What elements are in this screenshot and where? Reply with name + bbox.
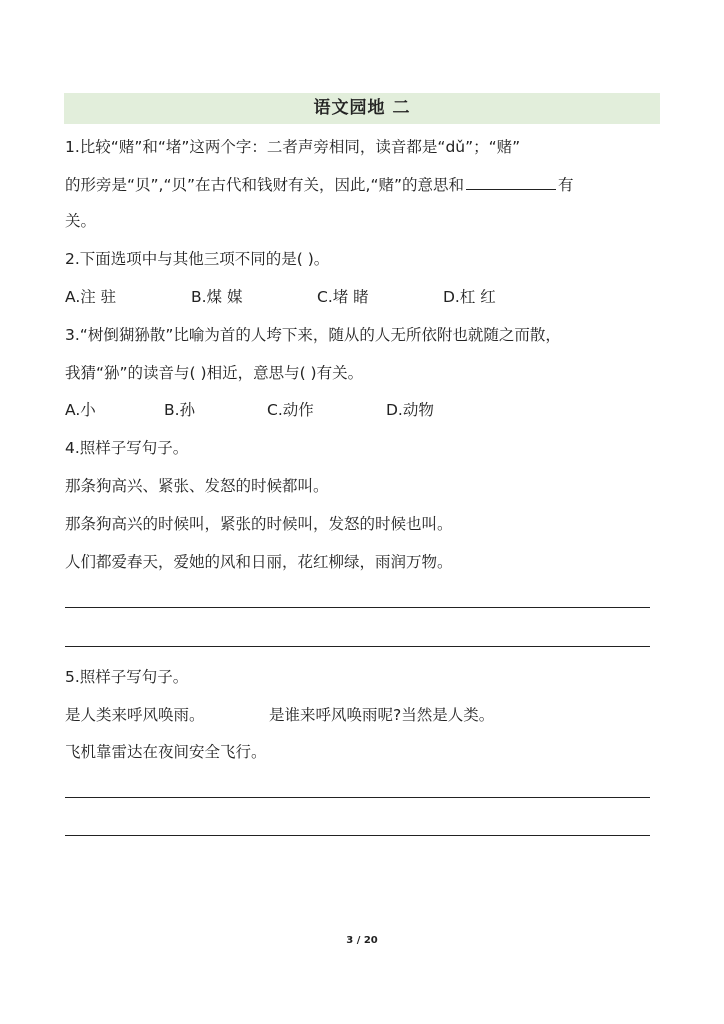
q3-option-d: D.动物: [386, 401, 434, 419]
q5-example-b: 是谁来呼风唤雨呢?当然是人类。: [269, 706, 495, 724]
q5-answer-line-1[interactable]: [65, 797, 650, 798]
q3-line1: 3.“树倒猢狲散”比喻为首的人垮下来，随从的人无所依附也就随之而散，: [65, 326, 561, 344]
q4-prompt: 人们都爱春天，爱她的风和日丽，花红柳绿，雨润万物。: [65, 553, 453, 571]
q1-line2-end: 有: [558, 176, 574, 194]
q1-line2-text: 的形旁是“贝”,“贝”在古代和钱财有关，因此,“赌”的意思和: [65, 176, 465, 194]
q1-line2: [65, 173, 574, 196]
q4-example1: 那条狗高兴、紧张、发怒的时候都叫。: [65, 477, 329, 495]
q1-line3: 关。: [65, 212, 97, 230]
q5-question: 5.照样子写句子。: [65, 668, 189, 686]
q1-answer-blank[interactable]: [466, 173, 556, 190]
q2-option-a: A.注 驻: [65, 288, 117, 306]
section-title: 语文园地 二: [64, 93, 660, 124]
q5-prompt: 飞机靠雷达在夜间安全飞行。: [65, 743, 267, 761]
q2-option-d: D.杠 红: [443, 288, 496, 306]
q3-option-b: B.孙: [164, 401, 196, 419]
q5-answer-line-2[interactable]: [65, 835, 650, 836]
q3-option-a: A.小: [65, 401, 96, 419]
q2-option-b: B.煤 媒: [191, 288, 243, 306]
q4-question: 4.照样子写句子。: [65, 439, 189, 457]
q4-example2: 那条狗高兴的时候叫，紧张的时候叫，发怒的时候也叫。: [65, 515, 453, 533]
q4-answer-line-2[interactable]: [65, 646, 650, 647]
q1-line1: 1.比较“赌”和“堵”这两个字：二者声旁相同，读音都是“dǔ”；“赌”: [65, 138, 521, 156]
q4-answer-line-1[interactable]: [65, 607, 650, 608]
q2-option-c: C.堵 睹: [317, 288, 369, 306]
q2-question: 2.下面选项中与其他三项不同的是( )。: [65, 250, 330, 268]
q3-option-c: C.动作: [267, 401, 314, 419]
q3-line2: 我猜“狲”的读音与( )相近，意思与( )有关。: [65, 364, 364, 382]
q5-example-a: 是人类来呼风唤雨。: [65, 706, 205, 724]
page-number: 3 / 20: [346, 935, 378, 946]
